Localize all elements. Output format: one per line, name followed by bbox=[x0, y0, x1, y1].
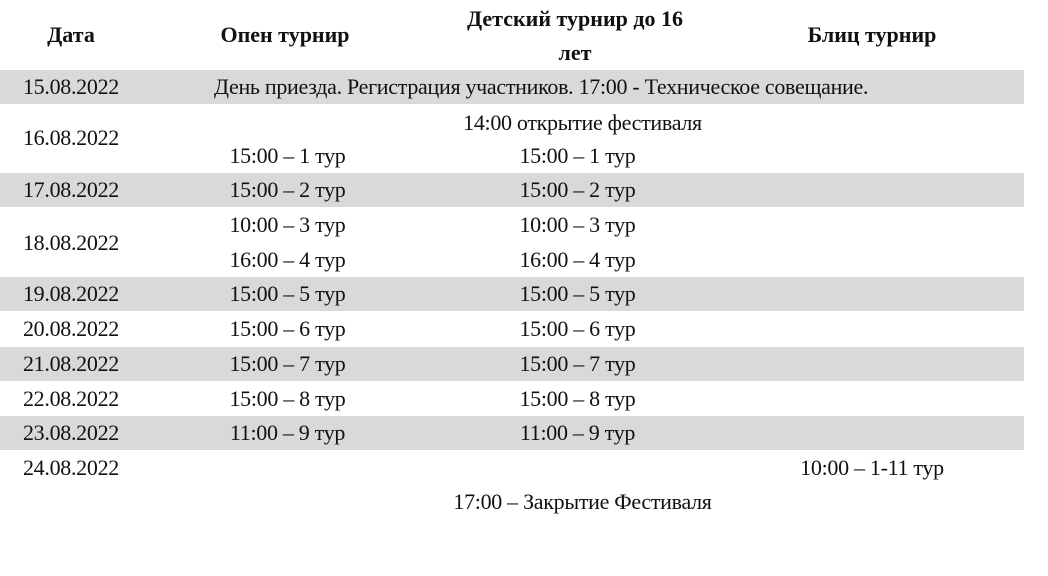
date-cell: 23.08.2022 bbox=[22, 420, 119, 445]
kids-round-cell: 16:00 – 4 тур bbox=[519, 247, 636, 272]
opening-note: 14:00 открытие фестиваля bbox=[463, 110, 702, 135]
open-round-cell: 10:00 – 3 тур bbox=[229, 212, 346, 237]
open-round-cell: 15:00 – 2 тур bbox=[229, 177, 346, 202]
header-kids-tournament bbox=[430, 2, 720, 70]
open-round-cell: 15:00 – 6 тур bbox=[229, 316, 346, 341]
date-cell: 24.08.2022 bbox=[22, 455, 119, 480]
kids-round-cell: 15:00 – 5 тур bbox=[519, 281, 636, 306]
arrival-note: День приезда. Регистрация участников. 17:00 - Техническое совещание. bbox=[214, 74, 869, 99]
date-cell: 21.08.2022 bbox=[22, 351, 119, 376]
blitz-round-cell: 10:00 – 1-11 тур bbox=[800, 455, 944, 480]
open-round-cell: 15:00 – 5 тур bbox=[229, 281, 346, 306]
closing-note: 17:00 – Закрытие Фестиваля bbox=[453, 489, 712, 514]
date-cell: 19.08.2022 bbox=[22, 281, 119, 306]
header-kids-line2: лет bbox=[558, 40, 592, 65]
open-round-cell: 15:00 – 8 тур bbox=[229, 386, 346, 411]
date-cell: 16.08.2022 bbox=[22, 125, 119, 150]
kids-round-cell: 15:00 – 8 тур bbox=[519, 386, 636, 411]
open-round-cell: 11:00 – 9 тур bbox=[229, 420, 346, 445]
date-cell: 22.08.2022 bbox=[22, 386, 119, 411]
kids-round-cell: 15:00 – 7 тур bbox=[519, 351, 636, 376]
open-round-cell: 15:00 – 1 тур bbox=[229, 143, 346, 168]
header-open-tournament: Опен турнир bbox=[220, 22, 350, 47]
kids-round-cell: 15:00 – 1 тур bbox=[519, 143, 636, 168]
date-cell: 18.08.2022 bbox=[22, 230, 119, 255]
open-round-cell: 16:00 – 4 тур bbox=[229, 247, 346, 272]
header-kids-line1: Детский турнир до 16 bbox=[466, 6, 683, 31]
header-date: Дата bbox=[47, 22, 95, 47]
date-cell: 20.08.2022 bbox=[22, 316, 119, 341]
header-blitz-tournament: Блиц турнир bbox=[807, 22, 937, 47]
kids-round-cell: 15:00 – 6 тур bbox=[519, 316, 636, 341]
kids-round-cell: 11:00 – 9 тур bbox=[519, 420, 636, 445]
kids-round-cell: 15:00 – 2 тур bbox=[519, 177, 636, 202]
date-cell: 17.08.2022 bbox=[22, 177, 119, 202]
date-cell: 15.08.2022 bbox=[22, 74, 119, 99]
open-round-cell: 15:00 – 7 тур bbox=[229, 351, 346, 376]
kids-round-cell: 10:00 – 3 тур bbox=[519, 212, 636, 237]
